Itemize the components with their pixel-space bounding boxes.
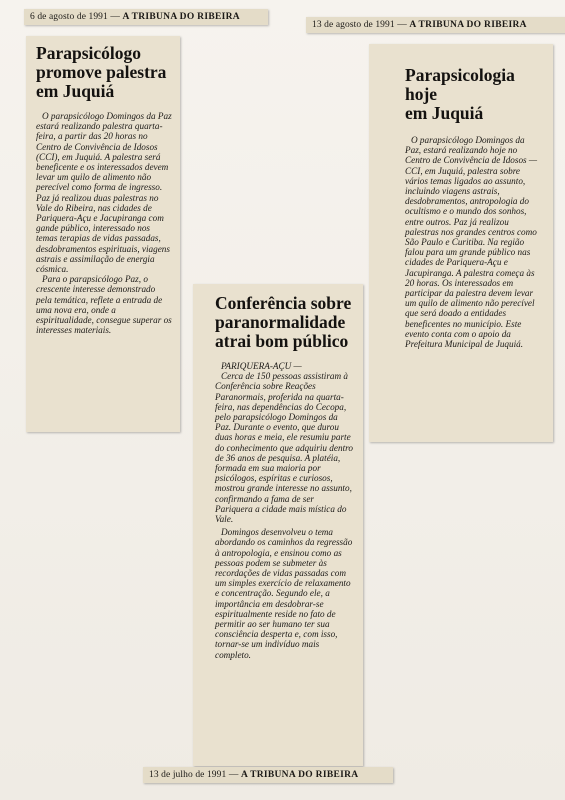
clipping-1-article [26, 36, 180, 432]
clipping-2-headline [405, 66, 541, 123]
headline-line: paranormalidade [215, 312, 346, 332]
article-paragraph: O parapsicólogo Domingos da Paz estará realizando palestra quarta-feira, a partir das 20 horas no Centro de Convivência de Idosos (CCI), em Juquiá. A palestra será beneficente e os interessados devem levar um quilo de alimento não perecível como forma de ingresso. Paz já realizou duas palestras no Vale do Ribeira, nas cidades de Pariquera-Açu e Jacupiranga com gande público, interessado nos temas terapias de vidas passadas, desdobramentos espirituais, viagens astrais e assimilação de energia cósmica. [36, 111, 172, 275]
headline-line: promove palestra [36, 62, 167, 82]
clipping-2-date: 13 de agosto de 1991 [312, 20, 395, 30]
headline-line: atrai bom público [215, 331, 349, 351]
article-paragraph: Domingos desenvolveu o tema abordando os caminhos da regressão à antropologia, e ensinou como as pessoas podem se submeter às recordações de vidas passadas com um simples exercício de relaxamento e concentração. Segundo ele, a importância em desdobrar-se espiritualmente reside no fato de permitir ao ser humano ter sua consciência desperta e, com isso, tornar-se um indivíduo mais completo. [215, 527, 353, 660]
clipping-3-headline [215, 294, 353, 351]
clipping-1-headline [36, 44, 172, 101]
clipping-1-dateline: 6 de agosto de 1991 — A TRIBUNA DO RIBEIRA [24, 9, 268, 25]
article-paragraph: O parapsicólogo Domingos da Paz, estará realizando hoje no Centro de Convivência de Idosos — CCI, em Juquiá, palestra sobre vários temas ligados ao assunto, incluindo viagens astrais, desdobramentos, antropologia do ocultismo e o mundo dos sonhos, entre outros. Paz já realizou palestras nos grandes centros como São Paulo e Curitiba. Na região falou para um grande público nas cidades de Pariquera-Açu e Jacupiranga. A palestra começa às 20 horas. Os interessados em participar da palestra devem levar um quilo de alimento não perecível que será doado a entidades beneficentes no município. Este evento conta com o apoio da Prefeitura Municipal de Juquiá. [405, 135, 538, 350]
clipping-1-date: 6 de agosto de 1991 [30, 12, 108, 22]
clipping-2-body [405, 135, 541, 349]
headline-line: Parapsicólogo [36, 43, 141, 63]
clipping-1-body [36, 111, 172, 335]
clipping-2-source: A TRIBUNA DO RIBEIRA [409, 20, 527, 30]
clipping-3-dateline: 13 de julho de 1991 — A TRIBUNA DO RIBEIRA [143, 767, 393, 783]
article-paragraph: Cerca de 150 pessoas assistiram à Conferência sobre Reações Paranormais, proferida na quarta-feira, nas dependências do Cecopa, pelo parapsicólogo Domingos da Paz. Durante o evento, que durou duas horas e meia, ele resumiu parte do conhecimento que adquiriu dentro de 36 anos de pesquisa. A platéia, formada em sua maioria por psicólogos, espíritas e curiosos, mostrou grande interesse no assunto, confirmando a fama de ser Pariquera a cidade mais mística do Vale. [215, 371, 353, 525]
clipping-2-dateline: 13 de agosto de 1991 — A TRIBUNA DO RIBEIRA [306, 17, 565, 33]
headline-line: Parapsicologia [405, 65, 515, 85]
clipping-3-article [193, 284, 363, 766]
headline-line: em Juquiá [405, 103, 484, 123]
clipping-3-date: 13 de julho de 1991 [149, 770, 227, 780]
dateline-place: PARIQUERA-AÇU — [221, 361, 302, 371]
clipping-1-source: A TRIBUNA DO RIBEIRA [122, 12, 240, 22]
headline-line: hoje [405, 84, 438, 104]
clipping-2-article [369, 44, 553, 442]
clipping-3-body [215, 361, 353, 660]
headline-line: Conferência sobre [215, 293, 352, 313]
clipping-3-source: A TRIBUNA DO RIBEIRA [240, 770, 359, 780]
headline-line: em Juquiá [36, 81, 115, 101]
article-paragraph: Para o parapsicólogo Paz, o crescente interesse demonstrado pela temática, reflete a entrada de uma nova era, onde a espiritualidade, consegue superar os interesses materiais. [36, 274, 172, 336]
article-paragraph [215, 361, 353, 371]
